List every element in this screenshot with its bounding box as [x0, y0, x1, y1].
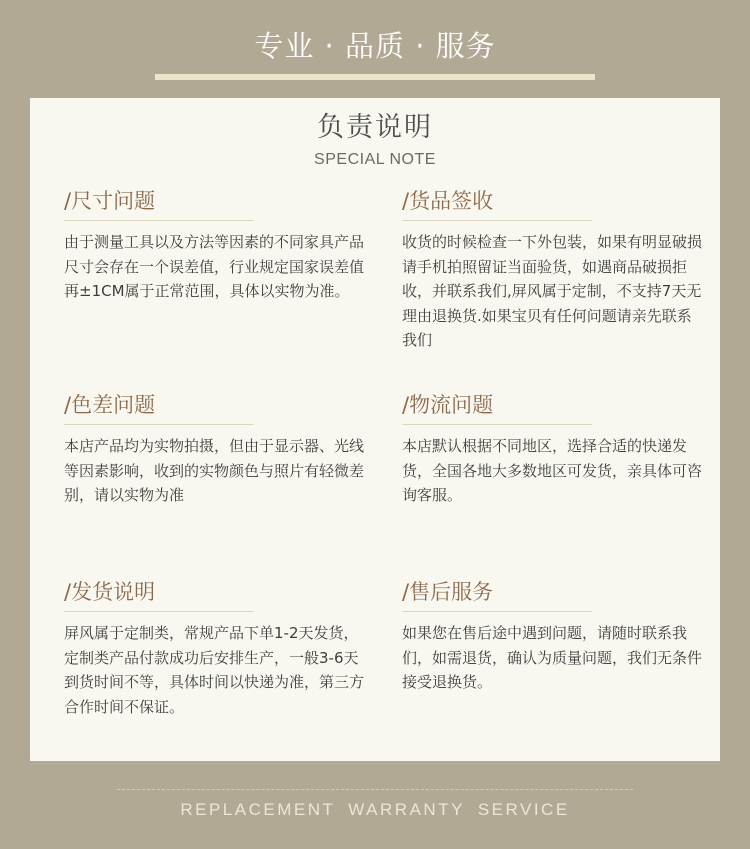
card-subtitle: SPECIAL NOTE — [314, 151, 436, 168]
section-body: 如果您在售后途中遇到问题，请随时联系我们，如需退货，确认为质量问题，我们无条件接受退换货。 — [402, 624, 703, 691]
note-card — [30, 98, 720, 761]
section-title: /色差问题 — [64, 393, 156, 417]
section-divider — [402, 424, 592, 425]
section-divider — [64, 611, 254, 612]
section-body: 由于测量工具以及方法等因素的不同家具产品尺寸会存在一个误差值，行业规定国家误差值再±1CM属于正常范围，具体以实物为准。 — [64, 233, 365, 300]
footer-dashed-divider — [117, 789, 633, 790]
section-size-issue — [64, 186, 364, 304]
section-body: 屏风属于定制类，常规产品下单1-2天发货，定制类产品付款成功后安排生产，一般3-6天到货时间不等，具体时间以快递为准，第三方合作时间不保证。 — [64, 624, 365, 716]
section-title: /货品签收 — [402, 189, 494, 213]
section-after-sales — [402, 577, 702, 695]
section-color-difference — [64, 390, 364, 508]
footer-slogan: REPLACEMENT WARRANTY SERVICE — [180, 800, 570, 819]
section-goods-receipt — [402, 186, 702, 353]
section-logistics — [402, 390, 702, 508]
section-divider — [402, 220, 592, 221]
section-divider — [402, 611, 592, 612]
page-title: 专业 · 品质 · 服务 — [254, 29, 496, 63]
section-title: /发货说明 — [64, 580, 156, 604]
section-title: /尺寸问题 — [64, 189, 156, 213]
section-body: 本店产品均为实物拍摄，但由于显示器、光线等因素影响，收到的实物颜色与照片有轻微差别，请以实物为准 — [64, 437, 365, 504]
section-title: /售后服务 — [402, 580, 494, 604]
title-underline-bar — [155, 74, 595, 80]
section-body: 收货的时候检查一下外包装，如果有明显破损请手机拍照留证当面验货，如遇商品破损拒收，并联系我们,屏风属于定制，不支持7天无理由退换货.如果宝贝有任何问题请亲先联系我们 — [402, 233, 703, 349]
section-body: 本店默认根据不同地区，选择合适的快递发货，全国各地大多数地区可发货，亲具体可咨询客服。 — [402, 437, 703, 504]
section-shipping — [64, 577, 364, 719]
section-divider — [64, 220, 254, 221]
section-title: /物流问题 — [402, 393, 494, 417]
card-title: 负责说明 — [317, 112, 433, 143]
section-divider — [64, 424, 254, 425]
